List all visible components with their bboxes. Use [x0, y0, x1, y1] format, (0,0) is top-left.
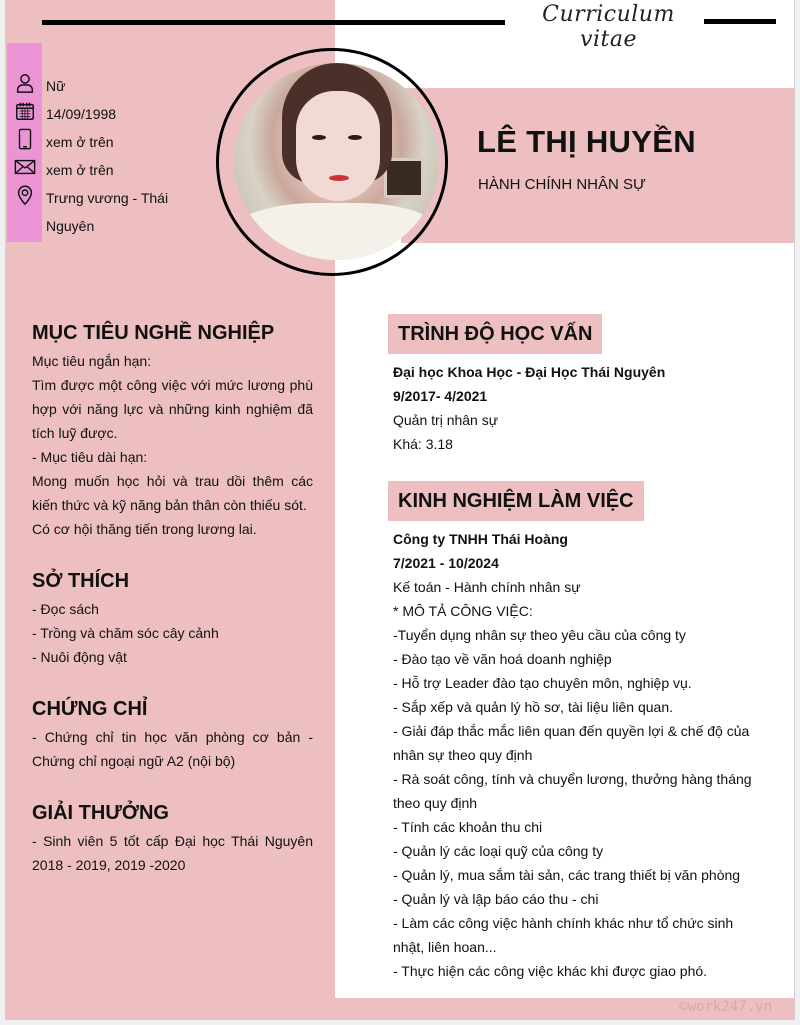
- contact-icon-strip: [7, 43, 42, 242]
- duty-item: - Tính các khoản thu chi: [393, 819, 543, 835]
- education-section: [388, 314, 768, 456]
- awards-text: - Sinh viên 5 tốt cấp Đại học Thái Nguyên 2018 - 2019, 2019 -2020: [32, 833, 313, 873]
- objective-line: Mong muốn học hỏi và trau dồi thêm các kiến thức và kỹ năng bản thân còn thiếu sót.: [32, 473, 313, 513]
- experience-company: Công ty TNHH Thái Hoàng: [393, 531, 568, 547]
- awards-section: [32, 802, 313, 877]
- candidate-position: HÀNH CHÍNH NHÂN SỰ: [478, 176, 646, 193]
- education-major: Quản trị nhân sự: [393, 412, 499, 428]
- education-heading: TRÌNH ĐỘ HỌC VẤN: [388, 314, 602, 354]
- hobby-item: - Đọc sách: [32, 601, 99, 617]
- experience-desc-label: * MÔ TẢ CÔNG VIỆC:: [393, 603, 533, 619]
- calendar-icon: [14, 100, 36, 122]
- certificates-section: [32, 698, 313, 773]
- duty-item: - Rà soát công, tính và chuyển lương, thưởng hàng tháng theo quy định: [393, 771, 752, 811]
- duty-item: - Quản lý và lập báo cáo thu - chi: [393, 891, 599, 907]
- hobbies-heading: SỞ THÍCH: [32, 570, 130, 592]
- phone-icon: [14, 128, 36, 150]
- objective-section: [32, 322, 313, 541]
- education-school: Đại học Khoa Học - Đại Học Thái Nguyên: [393, 364, 666, 380]
- footer-band: [6, 998, 795, 1020]
- experience-heading: KINH NGHIỆM LÀM VIỆC: [388, 481, 644, 521]
- objective-line: Có cơ hội thăng tiến trong lương lai.: [32, 521, 257, 537]
- objective-line: Mục tiêu ngắn hạn:: [32, 353, 152, 369]
- user-icon: [14, 72, 36, 94]
- duty-item: - Thực hiện các công việc khác khi được giao phó.: [393, 963, 708, 979]
- hobby-item: - Nuôi động vật: [32, 649, 127, 665]
- duty-item: -Tuyển dụng nhân sự theo yêu cầu của công ty: [393, 627, 686, 643]
- header-rule-right: [704, 19, 776, 24]
- awards-heading: GIẢI THƯỞNG: [32, 802, 169, 824]
- duty-item: - Quản lý các loại quỹ của công ty: [393, 843, 604, 859]
- cv-script-title: Curriculum vitae: [542, 2, 675, 52]
- education-grade: Khá: 3.18: [393, 436, 453, 452]
- address-value: Trưng vương - Thái: [46, 190, 169, 206]
- name-panel: [401, 88, 795, 243]
- duty-item: - Làm các công việc hành chính khác như tổ chức sinh nhật, liên hoan...: [393, 915, 734, 955]
- cv-page: [5, 0, 795, 1020]
- profile-photo: [234, 63, 439, 260]
- certificates-text: - Chứng chỉ tin học văn phòng cơ bản - Chứng chỉ ngoại ngữ A2 (nội bộ): [32, 729, 313, 769]
- education-period: 9/2017- 4/2021: [393, 388, 488, 404]
- duty-item: - Giải đáp thắc mắc liên quan đến quyền lợi & chế độ của nhân sự theo quy định: [393, 723, 750, 763]
- gender-value: Nữ: [46, 78, 66, 94]
- objective-line: Tìm được một công việc với mức lương phù hợp với năng lực và những kinh nghiệm đã tích luỹ được.: [32, 377, 313, 441]
- mail-icon: [14, 156, 36, 178]
- duty-item: - Quản lý, mua sắm tài sản, các trang thiết bị văn phòng: [393, 867, 741, 883]
- candidate-name: LÊ THỊ HUYỀN: [477, 124, 696, 159]
- duty-item: - Đào tạo về văn hoá doanh nghiệp: [393, 651, 612, 667]
- experience-role: Kế toán - Hành chính nhân sự: [393, 579, 581, 595]
- address-value-cont: Nguyên: [46, 218, 95, 234]
- duty-item: - Sắp xếp và quản lý hồ sơ, tài liệu liên quan.: [393, 699, 674, 715]
- duty-item: - Hỗ trợ Leader đào tạo chuyên môn, nghiệp vụ.: [393, 675, 692, 691]
- phone-value: xem ở trên: [46, 134, 114, 150]
- experience-period: 7/2021 - 10/2024: [393, 555, 499, 571]
- hobbies-section: [32, 570, 313, 669]
- email-value: xem ở trên: [46, 162, 114, 178]
- location-pin-icon: [14, 184, 36, 206]
- header-rule-left: [42, 20, 505, 25]
- certificates-heading: CHỨNG CHỈ: [32, 698, 148, 720]
- birthdate-value: 14/09/1998: [46, 106, 117, 122]
- contact-list: [46, 72, 226, 240]
- watermark: ©work247.vn: [679, 999, 772, 1015]
- hobby-item: - Trồng và chăm sóc cây cảnh: [32, 625, 219, 641]
- experience-section: [388, 481, 768, 983]
- objective-heading: MỤC TIÊU NGHỀ NGHIỆP: [32, 322, 275, 344]
- objective-line: - Mục tiêu dài hạn:: [32, 449, 148, 465]
